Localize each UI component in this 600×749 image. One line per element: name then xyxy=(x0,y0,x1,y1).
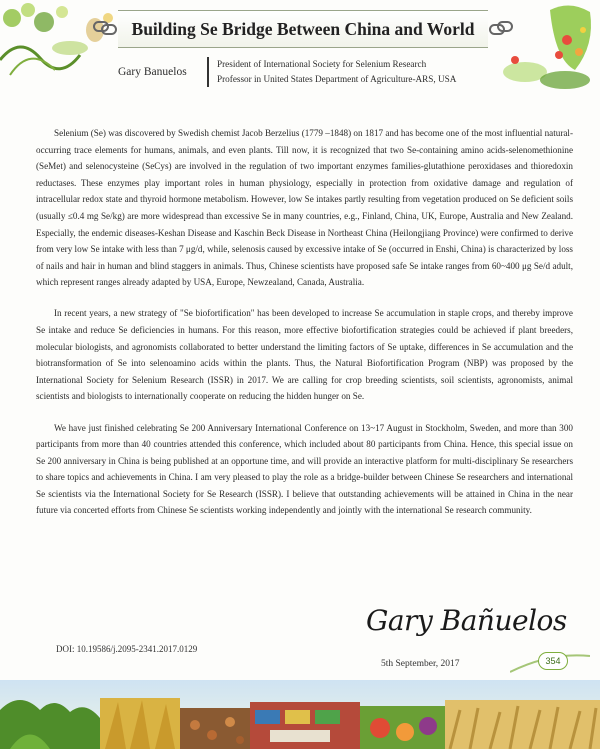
signature-date: 5th September, 2017 xyxy=(381,659,460,669)
author-block xyxy=(118,54,518,92)
author-roles xyxy=(217,57,456,87)
author-role-president: President of International Society for Selenium Research xyxy=(217,59,427,69)
author-name: Gary Banuelos xyxy=(118,66,187,78)
chain-link-icon xyxy=(488,16,514,40)
article-body xyxy=(36,125,573,534)
page-number-badge: 354 xyxy=(538,652,568,670)
paragraph-2: In recent years, a new strategy of "Se biofortification" has been developed to increase Se accumulation in staple crops, and thereby improve Se intake and reduce Se deficiencies in humans. For this reason, more effective biofortification strategies could be achieved if plant breeders, molecular biologists, and agronomists collaborated to better understand the limiting factors of Se uptake, differences in Se accumulation and the biotransformation of Se into selenoamino acids within the plants. Thus, the Natural Biofortification Program (NBP) was proposed by the International Society for Selenium Research (ISSR) in 2017. We are calling for crop breeding scientists, soil scientists, agronomists, animal scientists and biologists to internationally cooperate on reducing the hidden hunger on Se. xyxy=(36,308,573,402)
author-divider xyxy=(207,57,209,87)
handwritten-signature: Gary Bañuelos xyxy=(366,604,567,637)
paragraph-3: We have just finished celebrating Se 200 Anniversary International Conference on 13~17 August in Stockholm, Sweden, and more than 300 participants from more than 40 countries attended this conference, which included about 80 participants from China. Hence, this special issue on Se 200 anniversary in China is being published at an opportune time, and will provide an interactive platform for multi-disciplinary Se researchers to share topics and achievements in China. I am very pleased to play the role as a bridge-builder between Chinese Se researchers and international Se scientists via the International Society for Se Research (ISSR). I believe that outstanding achievements will be attained in China in the near future via concerted efforts from Chinese Se scientists working independently and jointly with the international Se research community. xyxy=(36,422,573,516)
doi-label: DOI: 10.19586/j.2095-2341.2017.0129 xyxy=(56,644,198,654)
page-title: Building Se Bridge Between China and World xyxy=(131,18,475,39)
footer-photo-strip xyxy=(0,680,600,749)
chain-link-icon xyxy=(92,16,118,40)
title-banner xyxy=(118,10,488,48)
paragraph-1: Selenium (Se) was discovered by Swedish chemist Jacob Berzelius (1779 –1848) on 1817 and has become one of the most influential natural-occurring trace elements for humans, animals, and even plants. Till now, it is recognized that two Se-containing amino acids-selenomethionine (SeMet) and selenocysteine (SeCys) are involved in the regulation of two important enzymes families-glutathione peroxidases and thioredoxin reductases. These enzymes play important roles in human physiology, especially in protection from oxidative damage and regulation of intracellular redox state and thyroid hormone metabolism. However, low Se intakes partly resulting from vegetation produced on Se deficient soils (usually ≤0.4 mg Se/kg) are more widespread than excessive Se in many countries, e.g., Finland, China, UK, Europe, Australia and New Zealand. Especially, the endemic diseases-Keshan Disease and Kaschin Beck Disease in Northeast China (Heilongjiang Province) were confirmed to derive from very low Se intake with less than 7 μg/d, while, selenosis caused by excessive intake of Se (occurred in Enshi, China) is characterized by loss of nails and hair in human and blind staggers in animals. Thus, Chinese scientists have proposed safe Se intake ranges from 60~400 μg Se/d adult, which represent ranges already adapted by USA, Europe, Newzealand, Canada, Australia. xyxy=(36,128,573,288)
author-role-professor: Professor in United States Department of Agriculture-ARS, USA xyxy=(217,74,457,84)
